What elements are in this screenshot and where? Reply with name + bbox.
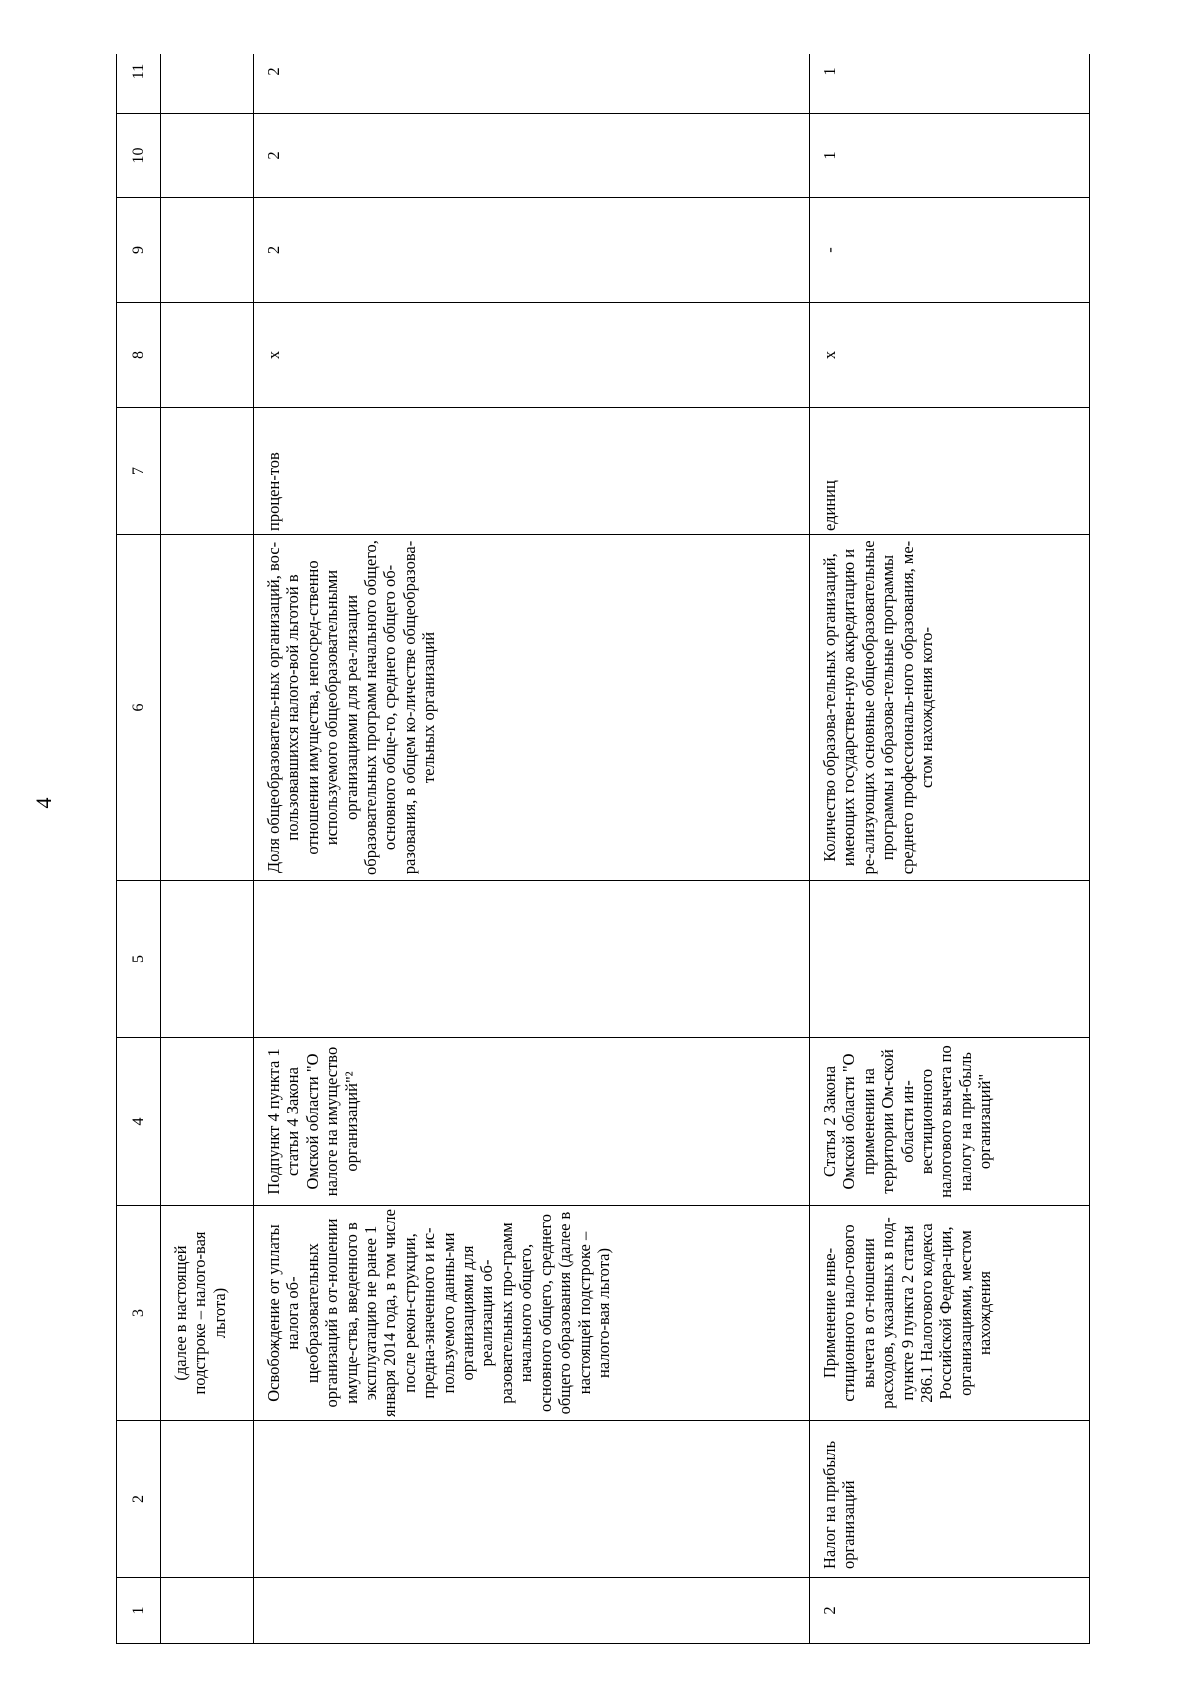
column-header-2: 2 <box>117 1421 161 1578</box>
page-number: 4 <box>31 797 56 809</box>
column-header-6: 6 <box>117 535 161 881</box>
table-cell-col-9: - <box>810 198 1090 303</box>
table-cell-col-5 <box>254 881 810 1038</box>
column-header-9: 9 <box>117 198 161 303</box>
column-header-3: 3 <box>117 1206 161 1421</box>
column-header-4: 4 <box>117 1038 161 1206</box>
column-header-11: 11 <box>117 54 161 114</box>
table-cell-col-5 <box>810 881 1090 1038</box>
table-cell-col-11 <box>161 54 254 114</box>
table-row <box>161 54 254 1644</box>
table-rotated-container <box>116 54 1091 1644</box>
table-cell-col-1: 2 <box>810 1578 1090 1644</box>
table-cell-col-3: (далее в настоящей подстроке – налого-вая льгота) <box>161 1206 254 1421</box>
table-cell-col-3: Освобождение от уплаты налога об-щеобразовательных организаций в от-ношении имуще-ства, введенного в эксплуатацию не ранее 1 января 2014 года, в том числе после рекон-струкции, предна-значенного и ис-пользуемого данны-ми организациями для реализации об-разовательных про-грамм начального общего, основного общего, среднего общего образования (далее в настоящей подстроке – налого-вая льгота) <box>254 1206 810 1421</box>
table-cell-col-4 <box>161 1038 254 1206</box>
table-cell-col-8: х <box>254 303 810 408</box>
table-cell-col-6 <box>161 535 254 881</box>
column-header-7: 7 <box>117 408 161 535</box>
table-cell-col-5 <box>161 881 254 1038</box>
table-cell-col-3: Применение инве-стиционного нало-гового вычета в от-ношении расходов, указанных в под-пункте 9 пункта 2 статьи 286.1 Налогового кодекса Российской Федера-ции, организациями, местом нахождения <box>810 1206 1090 1421</box>
table-cell-col-6: Доля общеобразователь-ных организаций, вос-пользовавшихся налого-вой льготой в отношении имущества, непосред-ственно используемого общеобразовательными организациями для реа-лизации образовательных программ начального общего, основного обще-го, среднего общего об-разования, в общем ко-личестве общеобразова-тельных организаций <box>254 535 810 881</box>
table-cell-col-11: 2 <box>254 54 810 114</box>
table-cell-col-9: 2 <box>254 198 810 303</box>
table-landscape <box>116 54 1091 1644</box>
table-cell-col-6: Количество образова-тельных организаций, имеющих государствен-ную аккредитацию и ре-ализующих основные общеобразовательные программы и образова-тельные программы среднего профессиональ-ного образования, ме-стом нахождения кото- <box>810 535 1090 881</box>
table-cell-col-10 <box>161 114 254 198</box>
table-row <box>254 54 810 1644</box>
table-cell-col-7 <box>161 408 254 535</box>
table-cell-col-7: единиц <box>810 408 1090 535</box>
column-header-8: 8 <box>117 303 161 408</box>
table-cell-col-2 <box>254 1421 810 1578</box>
table-cell-col-4: Статья 2 Закона Омской области "О применении на территории Ом-ской области ин-вестиционного налогового вычета по налогу на при-быль организаций" <box>810 1038 1090 1206</box>
table-cell-col-2 <box>161 1421 254 1578</box>
column-header-10: 10 <box>117 114 161 198</box>
table-cell-col-8 <box>161 303 254 408</box>
table-cell-col-11: 1 <box>810 54 1090 114</box>
column-header-5: 5 <box>117 881 161 1038</box>
table-cell-col-1 <box>254 1578 810 1644</box>
table-cell-col-2: Налог на прибыль организаций <box>810 1421 1090 1578</box>
table-cell-col-8: х <box>810 303 1090 408</box>
table-cell-col-7: процен-тов <box>254 408 810 535</box>
table-cell-col-9 <box>161 198 254 303</box>
benefits-table <box>116 54 1090 1644</box>
table-cell-col-10: 2 <box>254 114 810 198</box>
table-row <box>810 54 1090 1644</box>
table-cell-col-4: Подпункт 4 пункта 1 статьи 4 Закона Омской области "О налоге на имущество организаций"² <box>254 1038 810 1206</box>
column-header-1: 1 <box>117 1578 161 1644</box>
table-cell-col-10: 1 <box>810 114 1090 198</box>
header-row <box>117 54 161 1644</box>
table-cell-col-1 <box>161 1578 254 1644</box>
